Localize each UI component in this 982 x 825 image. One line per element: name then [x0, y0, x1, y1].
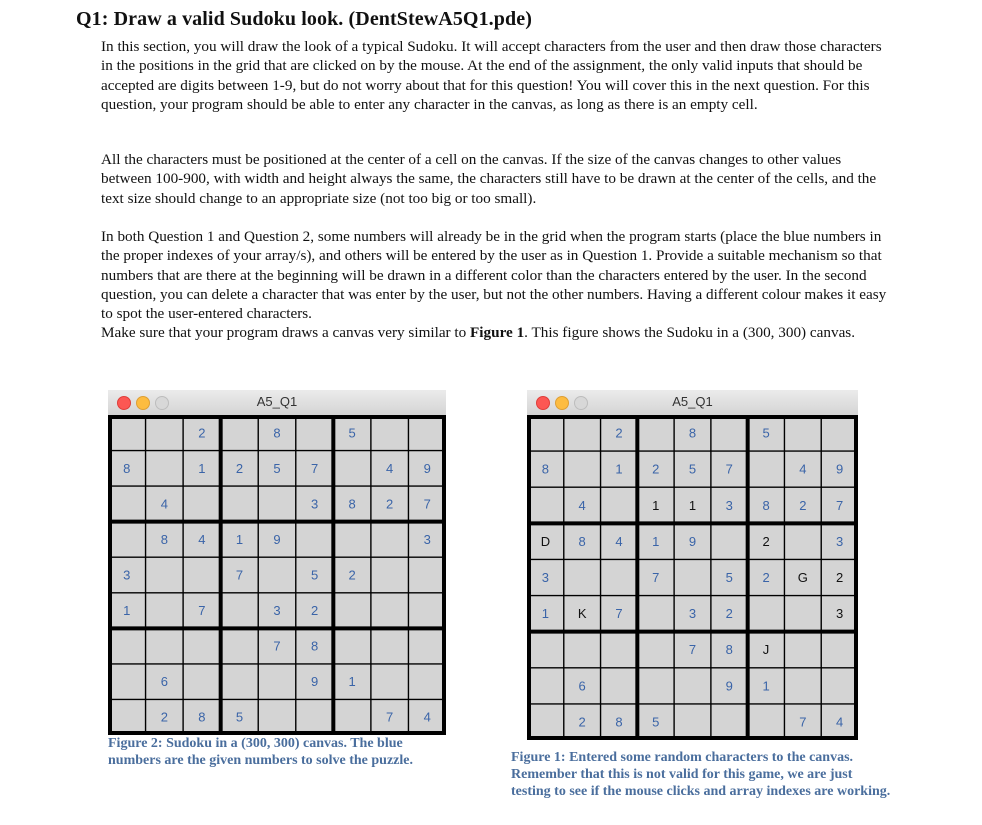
sudoku-cell[interactable] — [784, 668, 821, 704]
sudoku-cell[interactable] — [637, 632, 674, 668]
entered-character: 1 — [652, 497, 660, 513]
sudoku-cell[interactable] — [146, 628, 184, 664]
given-number: 1 — [235, 531, 244, 547]
sudoku-cell[interactable] — [821, 632, 858, 668]
given-number: 5 — [310, 567, 319, 583]
sudoku-cell[interactable] — [637, 596, 674, 632]
given-number: 1 — [123, 603, 131, 619]
window-title: A5_Q1 — [256, 394, 298, 409]
sudoku-cell[interactable] — [371, 557, 409, 593]
paragraph-figure-reference — [101, 323, 891, 342]
given-number: 2 — [615, 425, 623, 441]
sudoku-cell[interactable] — [258, 699, 296, 735]
figure-1-caption: Figure 1: Entered some random characters to the canvas. Remember that this is not valid for this game, we are just testing to see if the mouse clicks and array indexes are working. — [511, 750, 891, 799]
given-number: 5 — [762, 425, 770, 441]
sudoku-cell[interactable] — [371, 628, 409, 664]
given-number: 9 — [688, 533, 697, 549]
sudoku-cell[interactable] — [146, 451, 184, 487]
window-titlebar — [527, 390, 858, 415]
given-number: 1 — [652, 533, 660, 549]
sudoku-cell[interactable] — [258, 557, 296, 593]
sudoku-cell[interactable] — [408, 593, 446, 629]
sudoku-cell[interactable] — [258, 486, 296, 522]
given-number: 2 — [386, 496, 394, 512]
entered-character: 2 — [762, 533, 770, 549]
sudoku-cell[interactable] — [711, 415, 748, 451]
given-number: 9 — [835, 461, 844, 477]
sudoku-cell[interactable] — [748, 704, 785, 740]
sudoku-cell[interactable] — [258, 664, 296, 700]
paragraph-intro: In this section, you will draw the look of a typical Sudoku. It will accept characters from the user and then draw those characters in the positions in the grid that are clicked on by the mouse. At the end of the assignment, the only valid inputs that should be accepted are digits between 1-9, but do not worry about that for this question! You will cover this in the next question. For this question, your program should be able to enter any character in the canvas, as long as there is an empty cell. — [101, 38, 882, 113]
sudoku-cell[interactable] — [221, 593, 259, 629]
sudoku-cell[interactable] — [108, 699, 146, 735]
given-number: 8 — [160, 531, 168, 547]
sudoku-cell[interactable] — [333, 628, 371, 664]
sudoku-cell[interactable] — [296, 522, 334, 558]
paragraph-given-numbers: In both Question 1 and Question 2, some numbers will already be in the grid when the program starts (place the blue numbers in the proper indexes of your array/s), and others will be entered by the user as in Question 1. Provide a suitable mechanism so that numbers that are there at the beginning will be drawn in a different color than the characters entered by the user. In the second question, you can delete a character that was enter by the user, but not the other numbers. Having a different colour makes it easy to spot the user-entered characters. — [101, 228, 887, 323]
sudoku-cell[interactable] — [564, 632, 601, 668]
given-number: 8 — [348, 496, 356, 512]
sudoku-cell[interactable] — [408, 628, 446, 664]
sudoku-cell[interactable] — [821, 415, 858, 451]
sudoku-cell[interactable] — [748, 451, 785, 487]
given-number: 5 — [273, 460, 281, 476]
given-number: 8 — [688, 425, 697, 441]
given-number: 8 — [578, 533, 586, 549]
given-number: 1 — [615, 461, 623, 477]
given-number: 4 — [578, 497, 586, 513]
sudoku-cell[interactable] — [296, 415, 334, 451]
given-number: 7 — [310, 460, 319, 476]
sudoku-cell[interactable] — [527, 668, 564, 704]
figure-2-caption: Figure 2: Sudoku in a (300, 300) canvas. The blue numbers are the given numbers to solve the puzzle. — [108, 736, 413, 768]
given-number: 7 — [799, 714, 807, 730]
sudoku-cell[interactable] — [333, 593, 371, 629]
given-number: 9 — [423, 460, 431, 476]
sudoku-cell[interactable] — [108, 628, 146, 664]
given-number: 8 — [273, 425, 281, 441]
given-number: 9 — [725, 678, 733, 694]
given-number: 2 — [652, 461, 660, 477]
given-number: 3 — [273, 603, 281, 619]
sudoku-cell[interactable] — [674, 559, 711, 595]
sudoku-cell[interactable] — [221, 486, 259, 522]
sudoku-window-given — [108, 390, 446, 735]
given-number: 2 — [578, 714, 586, 730]
sudoku-cell[interactable] — [784, 632, 821, 668]
given-number: 3 — [688, 606, 697, 622]
entered-character: 1 — [688, 497, 697, 513]
sudoku-cell[interactable] — [296, 699, 334, 735]
sudoku-cell[interactable] — [674, 668, 711, 704]
given-number: 3 — [310, 496, 319, 512]
sudoku-cell[interactable] — [371, 664, 409, 700]
sudoku-cell[interactable] — [146, 415, 184, 451]
sudoku-cell[interactable] — [108, 664, 146, 700]
given-number: 2 — [160, 709, 168, 725]
sudoku-cell[interactable] — [371, 415, 409, 451]
sudoku-cell[interactable] — [821, 668, 858, 704]
sudoku-cell[interactable] — [408, 415, 446, 451]
sudoku-cell[interactable] — [527, 415, 564, 451]
given-number: 4 — [423, 709, 431, 725]
paragraph-centering: All the characters must be positioned at the center of a cell on the canvas. If the size of the canvas changes to other values between 100-900, with width and height always the same, the characters still have to be drawn at the center of the cells, and the text size should change to an appropriate size (not too big or too small). — [101, 151, 877, 207]
sudoku-cell[interactable] — [784, 523, 821, 559]
sudoku-cell[interactable] — [564, 559, 601, 595]
given-number: 3 — [541, 570, 550, 585]
given-number: 1 — [541, 606, 550, 622]
sudoku-cell[interactable] — [601, 487, 638, 523]
given-number: 4 — [835, 714, 844, 730]
sudoku-cell[interactable] — [333, 699, 371, 735]
sudoku-board-entered[interactable] — [527, 415, 858, 740]
sudoku-cell[interactable] — [748, 596, 785, 632]
sudoku-window-entered — [527, 390, 858, 740]
given-number: 8 — [725, 642, 733, 658]
given-number: 4 — [386, 460, 394, 476]
sudoku-cell[interactable] — [221, 628, 259, 664]
given-number: 1 — [198, 460, 206, 476]
sudoku-grid[interactable] — [108, 415, 446, 735]
given-number: 7 — [235, 567, 244, 583]
given-number: 4 — [615, 533, 623, 549]
given-number: 5 — [688, 461, 697, 477]
sudoku-cell[interactable] — [333, 522, 371, 558]
given-number: 7 — [725, 461, 733, 477]
given-number: 2 — [725, 606, 733, 622]
sudoku-cell[interactable] — [183, 486, 221, 522]
figure-1-reference: Figure 1 — [470, 324, 525, 341]
entered-character: K — [577, 606, 587, 622]
given-number: 7 — [423, 496, 431, 512]
given-number: 1 — [762, 678, 770, 694]
given-number: 3 — [725, 497, 733, 513]
given-number: 2 — [762, 570, 770, 585]
sudoku-cell[interactable] — [333, 451, 371, 487]
sudoku-cell[interactable] — [408, 664, 446, 700]
given-number: 5 — [725, 570, 733, 585]
sudoku-board-given[interactable] — [108, 415, 446, 735]
given-number: 6 — [578, 678, 586, 694]
sudoku-cell[interactable] — [108, 522, 146, 558]
given-number: 7 — [688, 642, 697, 658]
given-number: 4 — [198, 531, 206, 547]
given-number: 2 — [235, 460, 244, 476]
window-titlebar — [108, 390, 446, 415]
sudoku-cell[interactable] — [108, 415, 146, 451]
sudoku-cell[interactable] — [371, 593, 409, 629]
given-number: 7 — [273, 638, 281, 654]
given-number: 3 — [835, 533, 844, 549]
given-number: 2 — [310, 603, 319, 619]
given-number: 8 — [198, 709, 206, 725]
given-number: 3 — [423, 531, 431, 547]
given-number: 6 — [160, 674, 168, 690]
given-number: 8 — [123, 460, 131, 476]
sudoku-cell[interactable] — [183, 628, 221, 664]
given-number: 4 — [799, 461, 807, 477]
given-number: 9 — [273, 531, 281, 547]
sudoku-cell[interactable] — [146, 593, 184, 629]
given-number: 9 — [310, 674, 319, 690]
sudoku-cell[interactable] — [527, 704, 564, 740]
sudoku-cell[interactable] — [784, 415, 821, 451]
sudoku-cell[interactable] — [601, 632, 638, 668]
paragraph-figure-reference-start: Make sure that your program draws a canvas very similar to — [101, 324, 471, 341]
sudoku-cell[interactable] — [527, 632, 564, 668]
sudoku-cell[interactable] — [637, 415, 674, 451]
sudoku-cell[interactable] — [408, 557, 446, 593]
entered-character: 3 — [835, 606, 844, 622]
sudoku-cell[interactable] — [108, 486, 146, 522]
entered-character: 2 — [835, 570, 844, 585]
paragraph-figure-reference-end: . This figure shows the Sudoku in a (300, 300) canvas. — [524, 324, 856, 341]
given-number: 7 — [198, 603, 206, 619]
given-number: 7 — [615, 606, 623, 622]
sudoku-cell[interactable] — [371, 522, 409, 558]
given-number: 8 — [615, 714, 623, 730]
given-number: 8 — [310, 638, 319, 654]
given-number: 1 — [348, 674, 356, 690]
given-number: 4 — [160, 496, 168, 512]
sudoku-cell[interactable] — [674, 704, 711, 740]
sudoku-cell[interactable] — [564, 451, 601, 487]
given-number: 8 — [762, 497, 770, 513]
sudoku-cell[interactable] — [711, 523, 748, 559]
sudoku-cell[interactable] — [601, 668, 638, 704]
given-number: 8 — [541, 461, 550, 477]
given-number: 3 — [123, 567, 131, 583]
sudoku-cell[interactable] — [183, 664, 221, 700]
entered-character: D — [540, 533, 551, 549]
document-heading: Q1: Draw a valid Sudoku look. (DentStewA5Q1.pde) — [76, 8, 532, 30]
given-number: 7 — [386, 709, 394, 725]
given-number: 2 — [799, 497, 807, 513]
entered-character: J — [762, 642, 770, 658]
sudoku-grid[interactable] — [527, 415, 858, 740]
given-number: 2 — [198, 425, 206, 441]
sudoku-cell[interactable] — [221, 664, 259, 700]
entered-character: G — [797, 570, 808, 585]
given-number: 5 — [235, 709, 244, 725]
sudoku-cell[interactable] — [146, 557, 184, 593]
window-title: A5_Q1 — [672, 394, 713, 409]
given-number: 2 — [348, 567, 356, 583]
given-number: 7 — [652, 570, 660, 585]
sudoku-cell[interactable] — [564, 415, 601, 451]
sudoku-cell[interactable] — [527, 487, 564, 523]
given-number: 7 — [835, 497, 844, 513]
given-number: 5 — [348, 425, 356, 441]
sudoku-cell[interactable] — [711, 704, 748, 740]
sudoku-cell[interactable] — [637, 668, 674, 704]
sudoku-cell[interactable] — [221, 415, 259, 451]
sudoku-cell[interactable] — [183, 557, 221, 593]
sudoku-cell[interactable] — [601, 559, 638, 595]
sudoku-cell[interactable] — [784, 596, 821, 632]
given-number: 5 — [652, 714, 660, 730]
